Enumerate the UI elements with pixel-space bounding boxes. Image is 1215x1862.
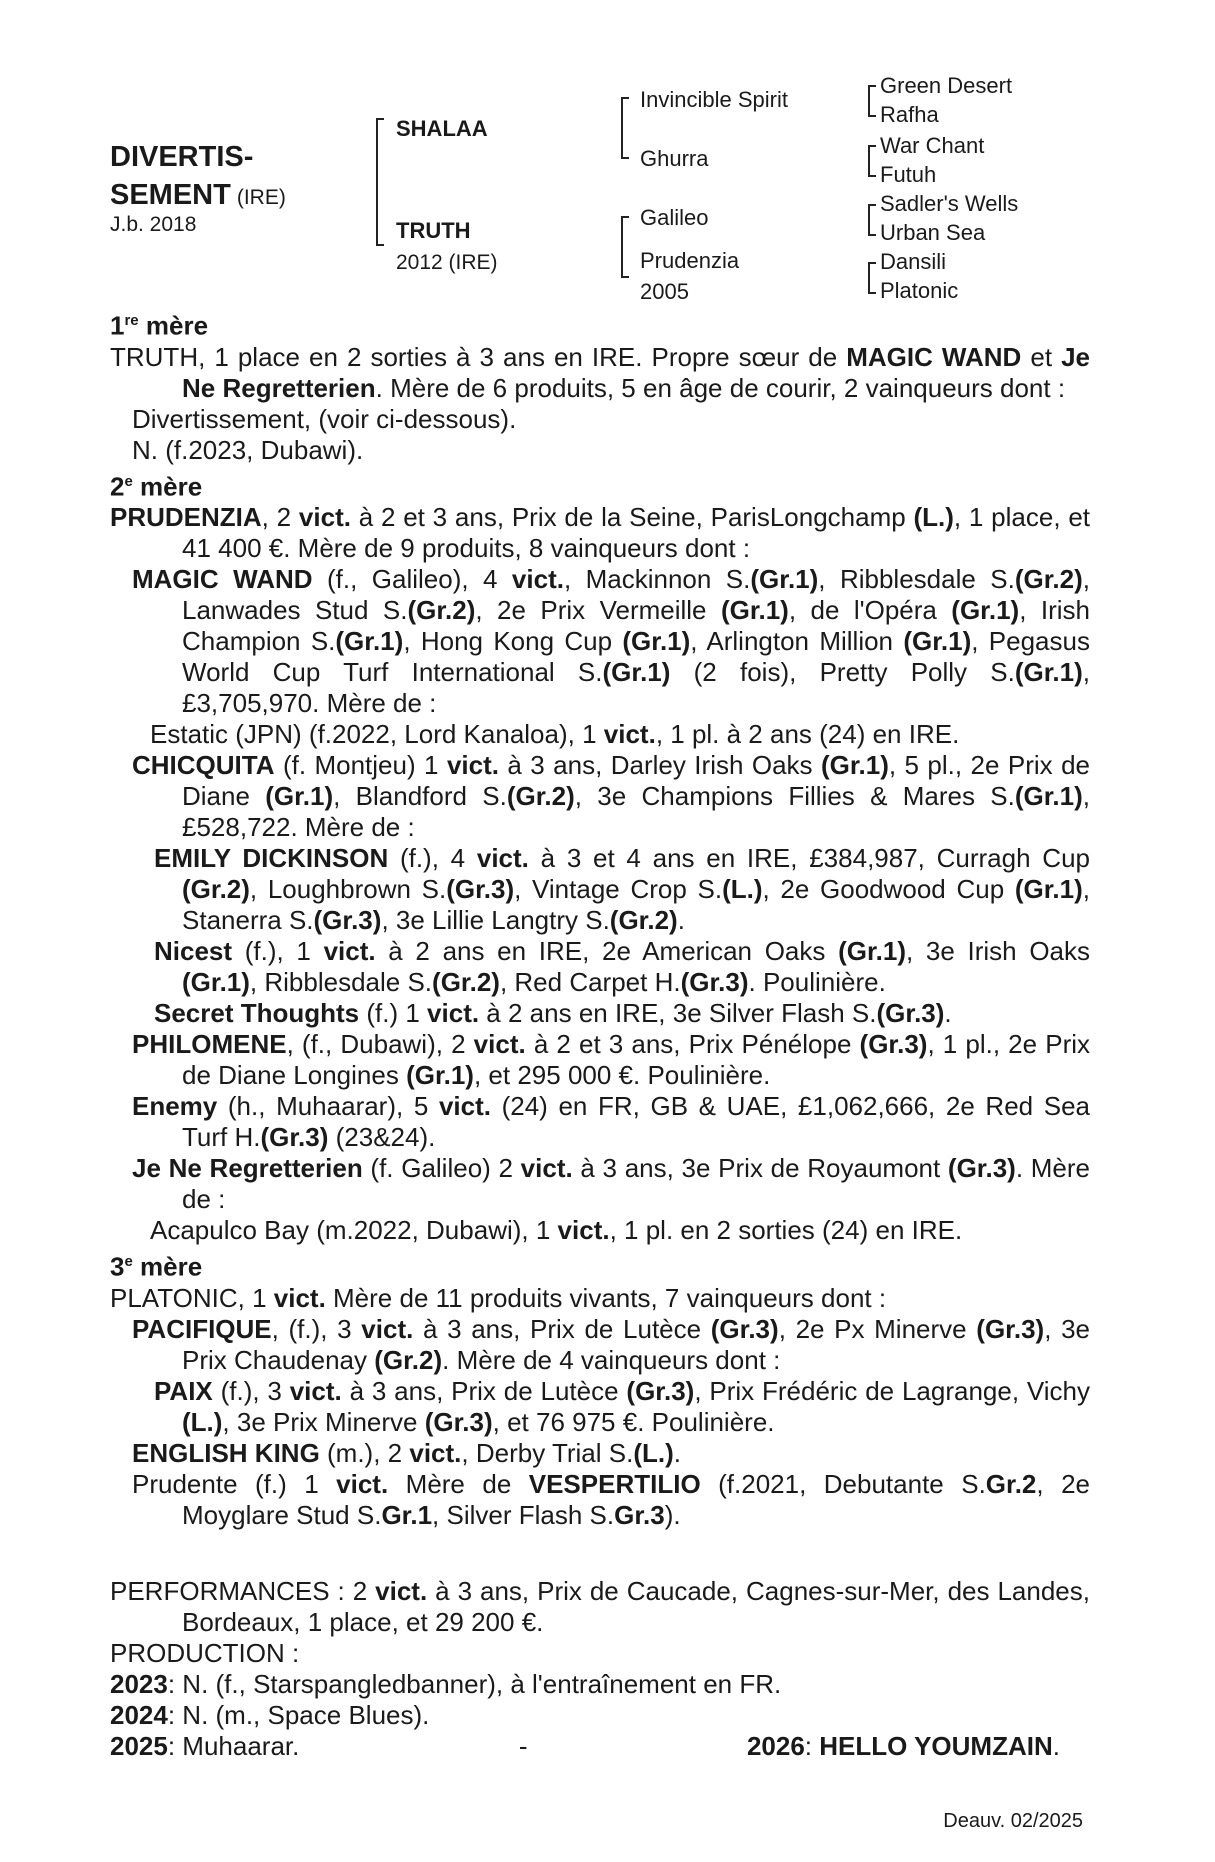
second-dam-text: PRUDENZIA, 2 vict. à 2 et 3 ans, Prix de la Seine, ParisLongchamp (L.), 1 place, et 41 400 €. Mère de 9 produits, 8 vainqueurs dont :	[110, 502, 1091, 564]
pedigree-chart	[0, 0, 1215, 320]
performances-text: PERFORMANCES : 2 vict. à 3 ans, Prix de Caucade, Cagnes-sur-Mer, des Landes, Bordeaux, 1 place, et 29 200 €.	[110, 1575, 1090, 1637]
dam-name: TRUTH	[396, 218, 471, 243]
horse-birth: J.b. 2018	[110, 213, 197, 236]
produce-entry: ENGLISH KING (m.), 2 vict., Derby Trial S.(L.).	[132, 1437, 681, 1468]
sss: Green Desert	[880, 73, 1013, 98]
first-dam-text: TRUTH, 1 place en 2 sorties à 3 ans en IRE. Propre sœur de MAGIC WAND et Je Ne Regretterien. Mère de 6 produits, 5 en âge de courir, 2 vainqueurs dont :	[110, 341, 1090, 403]
produce-entry: EMILY DICKINSON (f.), 4 vict. à 3 et 4 ans en IRE, £384,987, Curragh Cup (Gr.2), Loughbrown S.(Gr.3), Vintage Crop S.(L.), 2e Goodwood Cup (Gr.1), Stanerra S.(Gr.3), 3e Lillie Langtry S.(Gr.2).	[154, 843, 1090, 936]
dds: Dansili	[880, 249, 947, 274]
produce-entry: Nicest (f.), 1 vict. à 2 ans en IRE, 2e American Oaks (Gr.1), 3e Irish Oaks (Gr.1), Ribblesdale S.(Gr.2), Red Carpet H.(Gr.3). Poulinière.	[154, 936, 1091, 998]
produce-entry: Enemy (h., Muhaarar), 5 vict. (24) en FR, GB & UAE, £1,062,666, 2e Red Sea Turf H.(Gr.3) (23&24).	[132, 1091, 1091, 1153]
produce-entry: PAIX (f.), 3 vict. à 3 ans, Prix de Lutèce (Gr.3), Prix Frédéric de Lagrange, Vichy (L.), 3e Prix Minerve (Gr.3), et 76 975 €. Poulinière.	[154, 1375, 1090, 1437]
production-2025-2026: 2025: Muhaarar. - 2026: HELLO YOUMZAIN.	[110, 1730, 1060, 1761]
produce-entry: PACIFIQUE, (f.), 3 vict. à 3 ans, Prix de Lutèce (Gr.3), 2e Px Minerve (Gr.3), 3e Prix Chaudenay (Gr.2). Mère de 4 vainqueurs dont :	[132, 1313, 1091, 1375]
pedigree-bracket	[868, 262, 876, 294]
horse-name	[110, 138, 286, 217]
dsd: Urban Sea	[880, 220, 986, 245]
dam-info: 2012 (IRE)	[396, 251, 498, 274]
dam-dam-year: 2005	[640, 279, 689, 304]
horse-origin: (IRE)	[236, 186, 286, 209]
dam-sire: Galileo	[640, 205, 709, 230]
produce-entry: Prudente (f.) 1 vict. Mère de VESPERTILIO (f.2021, Debutante S.Gr.2, 2e Moyglare Stud S.Gr.1, Silver Flash S.Gr.3).	[132, 1468, 1091, 1530]
production-2024: 2024: N. (m., Space Blues).	[110, 1699, 430, 1730]
pedigree-bracket	[868, 85, 876, 117]
ddd: Platonic	[880, 278, 959, 303]
produce-entry: Je Ne Regretterien (f. Galileo) 2 vict. à 3 ans, 3e Prix de Royaumont (Gr.3). Mère de :	[132, 1153, 1091, 1215]
horse-name-line1: DIVERTIS-	[110, 141, 254, 173]
first-dam-heading: 1re mère	[110, 310, 209, 341]
dss: Sadler's Wells	[880, 191, 1019, 216]
produce-line: Divertissement, (voir ci-dessous).	[132, 403, 517, 434]
produce-entry: MAGIC WAND (f., Galileo), 4 vict., Mackinnon S.(Gr.1), Ribblesdale S.(Gr.2), Lanwades Stud S.(Gr.2), 2e Prix Vermeille (Gr.1), de l'Opéra (Gr.1), Irish Champion S.(Gr.1), Hong Kong Cup (Gr.1), Arlington Million (Gr.1), Pegasus World Cup Turf International S.(Gr.1) (2 fois), Pretty Polly S.(Gr.1), £3,705,970. Mère de :	[132, 564, 1091, 719]
pedigree-bracket	[868, 145, 876, 177]
produce-entry: PHILOMENE, (f., Dubawi), 2 vict. à 2 et 3 ans, Prix Pénélope (Gr.3), 1 pl., 2e Prix de Diane Longines (Gr.1), et 295 000 €. Poulinière.	[132, 1029, 1090, 1091]
sire-dam: Ghurra	[640, 146, 709, 171]
pedigree-bracket	[376, 118, 384, 246]
third-dam-heading: 3e mère	[110, 1251, 203, 1282]
third-dam-text: PLATONIC, 1 vict. Mère de 11 produits vivants, 7 vainqueurs dont :	[110, 1282, 887, 1313]
sdd: Futuh	[880, 162, 937, 187]
sire-name: SHALAA	[396, 116, 488, 141]
catalogue-body	[110, 305, 1090, 1762]
production-label: PRODUCTION :	[110, 1637, 300, 1668]
produce-line: N. (f.2023, Dubawi).	[132, 434, 364, 465]
sds: War Chant	[880, 133, 985, 158]
sire-sire: Invincible Spirit	[640, 87, 788, 112]
pedigree-bracket	[868, 204, 876, 236]
dam-dam: Prudenzia	[640, 248, 740, 273]
pedigree-bracket	[621, 97, 629, 159]
pedigree-bracket	[621, 216, 629, 278]
produce-entry: CHICQUITA (f. Montjeu) 1 vict. à 3 ans, Darley Irish Oaks (Gr.1), 5 pl., 2e Prix de Diane (Gr.1), Blandford S.(Gr.2), 3e Champions Fillies & Mares S.(Gr.1), £528,722. Mère de :	[132, 750, 1091, 843]
second-dam-heading: 2e mère	[110, 471, 203, 502]
produce-line: Acapulco Bay (m.2022, Dubawi), 1 vict., 1 pl. en 2 sorties (24) en IRE.	[150, 1215, 963, 1246]
footer-reference: Deauv. 02/2025	[943, 1810, 1083, 1832]
production-2023: 2023: N. (f., Starspangledbanner), à l'entraînement en FR.	[110, 1668, 782, 1699]
horse-name-line2: SEMENT	[110, 179, 231, 211]
produce-entry: Secret Thoughts (f.) 1 vict. à 2 ans en IRE, 3e Silver Flash S.(Gr.3).	[154, 998, 952, 1029]
ssd: Rafha	[880, 102, 939, 127]
produce-line: Estatic (JPN) (f.2022, Lord Kanaloa), 1 vict., 1 pl. à 2 ans (24) en IRE.	[150, 719, 960, 750]
